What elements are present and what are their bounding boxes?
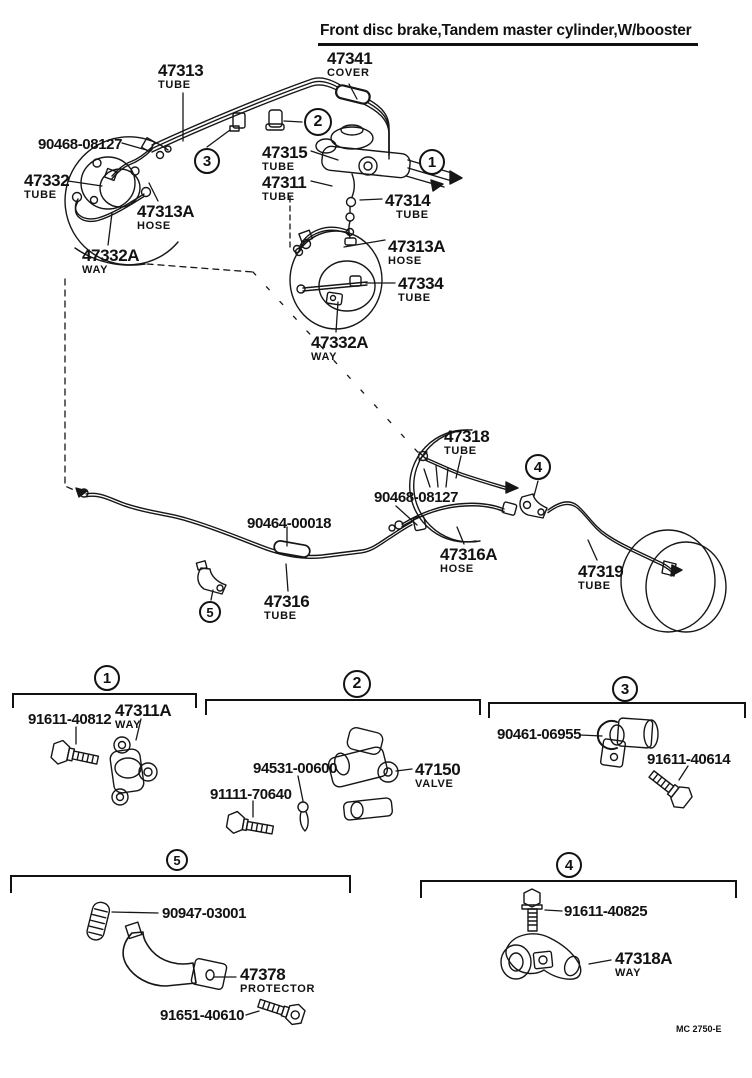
section1-art [50, 737, 157, 805]
dashed-reference-lines [65, 197, 424, 494]
section1-callout: 1 [94, 665, 120, 691]
cover-art [335, 84, 371, 105]
label-91611-40812: 91611-40812 [28, 711, 112, 728]
label-47341-cover: 47341 COVER [327, 49, 373, 79]
section3-bracket [488, 702, 746, 718]
label-47313a-hose-left: 47313A HOSE [137, 202, 195, 232]
label-91611-40825: 91611-40825 [564, 903, 648, 920]
bracket-5-art [196, 561, 226, 594]
label-47332a-way-mid: 47332A WAY [311, 333, 369, 363]
section2-bracket [205, 699, 481, 715]
label-47313-tube: 47313 TUBE [158, 61, 204, 91]
clamp-2-art [266, 110, 284, 130]
label-91651-40610: 91651-40610 [160, 1007, 245, 1024]
label-47314-tube: 47314 TUBE [385, 191, 431, 221]
section4-callout: 4 [556, 852, 582, 878]
label-47378-protector: 47378 PROTECTOR [240, 965, 316, 995]
section5-callout: 5 [166, 849, 188, 871]
label-47318-tube: 47318 TUBE [444, 427, 490, 457]
label-47334-tube: 47334 TUBE [398, 274, 444, 304]
label-47316-tube: 47316 TUBE [264, 592, 310, 622]
label-47311a-way: 47311A WAY [115, 701, 172, 731]
label-47150-valve: 47150 VALVE [415, 760, 461, 790]
label-47332-tube: 47332 TUBE [24, 171, 70, 201]
rear-booster-art [621, 530, 726, 632]
label-47318a-way: 47318A WAY [615, 949, 673, 979]
tube-47316-art [76, 488, 412, 558]
callout-2: 2 [304, 108, 332, 136]
label-47332a-way-left: 47332A WAY [82, 246, 140, 276]
section3-callout: 3 [612, 676, 638, 702]
label-91111-70640: 91111-70640 [210, 786, 292, 803]
label-90464-00018: 90464-00018 [247, 515, 332, 532]
label-91611-40614: 91611-40614 [647, 751, 731, 768]
label-47319-tube: 47319 TUBE [578, 562, 624, 592]
section4-bracket [420, 880, 737, 898]
callout-3: 3 [194, 148, 220, 174]
clamp-3-art [230, 113, 245, 131]
label-90947-03001: 90947-03001 [162, 905, 247, 922]
figure-code: MC 2750-E [676, 1024, 722, 1034]
section5-bracket [10, 875, 351, 893]
page-title: Front disc brake,Tandem master cylinder,W/booster [318, 22, 698, 46]
way-clamp-4-art [520, 494, 547, 518]
label-90468-08127-mid: 90468-08127 [374, 489, 459, 506]
label-47316a-hose: 47316A HOSE [440, 545, 498, 575]
section2-callout: 2 [343, 670, 371, 698]
label-47315-tube: 47315 TUBE [262, 143, 308, 173]
section2-art [226, 726, 398, 840]
callout-1: 1 [419, 149, 445, 175]
label-47311-tube: 47311 TUBE [262, 173, 307, 203]
label-94531-00600: 94531-00600 [253, 760, 338, 777]
label-90461-06955: 90461-06955 [497, 726, 582, 743]
label-90468-08127-top: 90468-08127 [38, 136, 123, 153]
label-47313a-hose-mid: 47313A HOSE [388, 237, 446, 267]
callout-5: 5 [199, 601, 221, 623]
callout-4: 4 [525, 454, 551, 480]
